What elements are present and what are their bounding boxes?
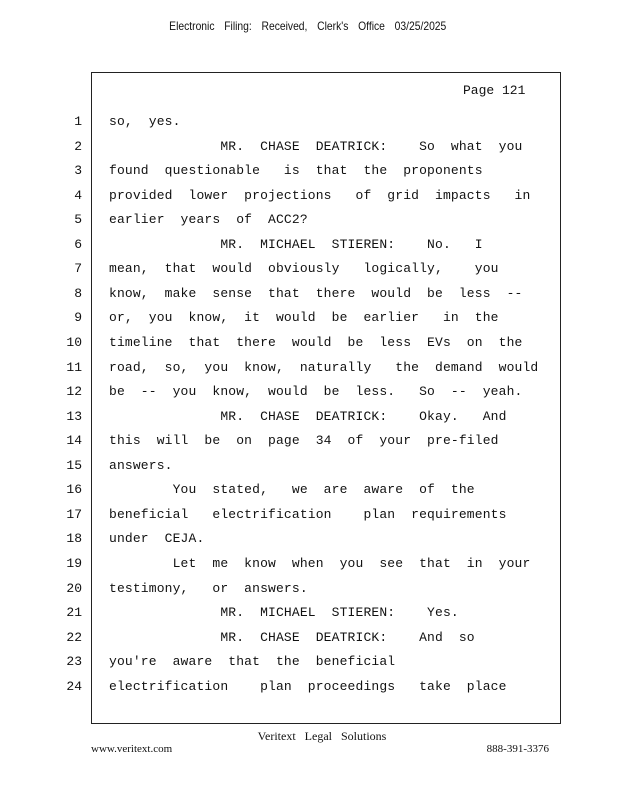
footer-phone: 888-391-3376: [486, 743, 549, 755]
line-number: 19: [66, 555, 82, 571]
line-number: 7: [74, 261, 82, 277]
line-number: 1: [74, 114, 82, 129]
transcript-line-text: found questionable is that the proponents: [109, 163, 483, 179]
transcript-line-text: this will be on page 34 of your pre-filed: [109, 433, 499, 449]
line-number: 14: [66, 433, 82, 449]
transcript-line-text: timeline that there would be less EVs on the: [109, 335, 523, 350]
transcript-line-text: beneficial electrification plan requirements: [109, 506, 507, 522]
line-number: 5: [74, 212, 82, 228]
line-number: 2: [74, 138, 82, 154]
line-number: 11: [66, 359, 82, 375]
transcript-line-text: MR. CHASE DEATRICK: So what you: [109, 138, 523, 154]
transcript-line-text: so, yes.: [109, 114, 181, 129]
page-number: Page 121: [463, 83, 526, 98]
transcript-line-text: or, you know, it would be earlier in the: [109, 310, 499, 326]
line-number: 16: [66, 482, 82, 498]
line-number: 15: [66, 457, 82, 473]
footer-company: Veritext Legal Solutions: [257, 729, 387, 743]
line-number: 17: [66, 506, 82, 522]
transcript-line-text: earlier years of ACC2?: [109, 212, 308, 228]
line-number: 22: [66, 629, 82, 645]
footer-website: www.veritext.com: [91, 743, 173, 755]
transcript-line-text: MR. CHASE DEATRICK: And so: [109, 629, 475, 645]
transcript-line-text: Let me know when you see that in your: [109, 555, 531, 571]
transcript-line-text: provided lower projections of grid impacts in: [109, 187, 531, 203]
line-number: 24: [66, 678, 82, 694]
transcript-line-text: MR. MICHAEL STIEREN: Yes.: [109, 605, 459, 620]
line-number: 20: [66, 580, 82, 596]
transcript-line-text: you're aware that the beneficial: [109, 654, 396, 670]
line-number: 4: [74, 187, 82, 203]
transcript-line-text: You stated, we are aware of the: [109, 482, 475, 498]
line-number: 6: [74, 236, 82, 252]
filing-stamp-header: Electronic Filing: Received, Clerk's Office 03/25/2025: [169, 19, 447, 33]
transcript-line-text: answers.: [109, 457, 173, 473]
transcript-line-text: mean, that would obviously logically, you: [109, 261, 499, 277]
transcript-line-text: electrification plan proceedings take place: [109, 678, 507, 694]
line-number: 3: [74, 163, 82, 179]
transcript-line-text: MR. CHASE DEATRICK: Okay. And: [109, 408, 507, 424]
line-number: 8: [74, 285, 82, 301]
transcript-line-text: testimony, or answers.: [109, 580, 308, 596]
transcript-line-text: know, make sense that there would be less --: [109, 285, 523, 301]
line-number: 10: [66, 335, 82, 350]
line-number: 9: [74, 310, 82, 326]
line-number: 12: [66, 384, 82, 400]
line-number: 21: [66, 605, 82, 620]
transcript-line-text: road, so, you know, naturally the demand would: [109, 359, 539, 375]
transcript-line-text: be -- you know, would be less. So -- yeah.: [109, 384, 523, 400]
line-number: 18: [66, 531, 82, 547]
transcript-line-text: under CEJA.: [109, 531, 205, 547]
transcript-line-text: MR. MICHAEL STIEREN: No. I: [109, 236, 483, 252]
line-number: 13: [66, 408, 82, 424]
line-number: 23: [66, 654, 82, 670]
